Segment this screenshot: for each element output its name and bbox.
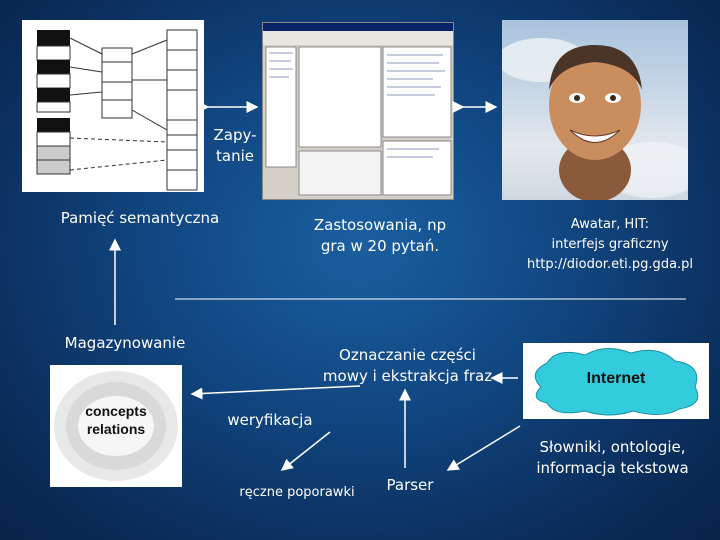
label-query-line1: Zapy-	[213, 126, 257, 144]
relations-text: relations	[86, 421, 146, 437]
arrow-verification-manual	[282, 432, 330, 470]
label-applications-line1: Zastosowania, np	[313, 216, 447, 234]
label-dictionaries	[515, 437, 710, 479]
label-avatar-line2: interfejs graficzny	[551, 237, 669, 252]
label-avatar-line3: http://diodor.eti.pg.gda.pl	[526, 257, 694, 272]
label-query-line2: tanie	[216, 147, 254, 165]
label-applications-line2: gra w 20 pytań.	[320, 237, 440, 255]
label-parser: Parser	[386, 476, 434, 494]
arrow-dictionaries-parser	[448, 426, 520, 470]
concepts-text: concepts	[85, 403, 147, 419]
label-semantic-memory: Pamięć semantyczna	[60, 209, 220, 227]
label-avatar-line1: Awatar, HIT:	[570, 217, 650, 232]
arrow-tagging-concepts	[192, 386, 360, 394]
label-tagging-line2: mowy i ekstrakcja fraz	[322, 367, 493, 385]
label-query	[205, 125, 265, 167]
label-applications	[280, 215, 480, 257]
internet-text: Internet	[586, 370, 646, 387]
label-verification: weryfikacja	[227, 411, 313, 429]
label-tagging	[305, 345, 510, 387]
label-dictionaries-line2: informacja tekstowa	[536, 459, 689, 477]
label-dictionaries-line1: Słowniki, ontologie,	[539, 438, 686, 456]
label-tagging-line1: Oznaczanie części	[339, 346, 476, 364]
label-avatar	[505, 215, 715, 275]
label-storage: Magazynowanie	[64, 334, 186, 352]
label-manual-corrections: ręczne poporawki	[239, 485, 355, 500]
